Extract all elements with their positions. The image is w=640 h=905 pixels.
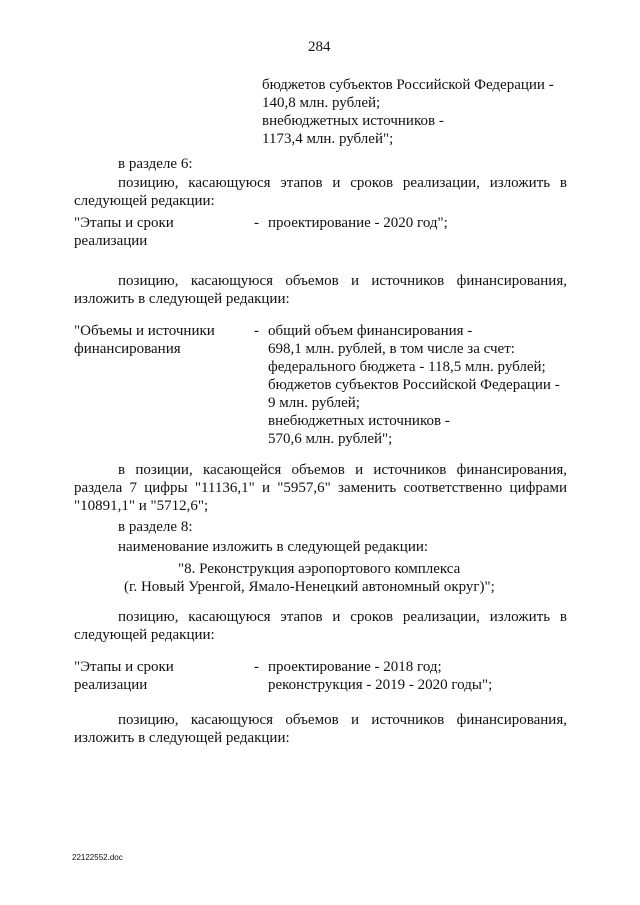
section8-name-intro: наименование изложить в следующей редакции: — [118, 539, 429, 555]
section8-para1-line1: позицию, касающуюся этапов и сроков реализации, изложить в — [118, 609, 567, 625]
section8-heading: в разделе 8: — [118, 519, 193, 535]
section8-stages-label-2: реализации — [74, 677, 148, 693]
file-name-footer: 22122552.doc — [72, 853, 123, 862]
section6-para1-line2: следующей редакции: — [74, 193, 215, 209]
section8-title-line1: "8. Реконструкция аэропортового комплекса — [178, 561, 461, 577]
section6-para1-line1: позицию, касающуюся этапов и сроков реализации, изложить в — [118, 175, 567, 191]
section6-para3-line1: в позиции, касающейся объемов и источников финансирования, — [118, 462, 567, 478]
section6-volumes-dash: - — [254, 323, 259, 339]
section6-stages-value-1: проектирование - 2020 год"; — [268, 215, 448, 231]
section6-para3-line3: "10891,1" и "5712,6"; — [74, 498, 209, 514]
section8-stages-dash: - — [254, 659, 259, 675]
section8-para2-line1: позицию, касающуюся объемов и источников финансирования, — [118, 712, 567, 728]
block1-line-2: 140,8 млн. рублей; — [262, 95, 381, 111]
section8-title-line2: (г. Новый Уренгой, Ямало-Ненецкий автономный округ)"; — [124, 579, 495, 595]
section6-volumes-value-5: 9 млн. рублей; — [268, 395, 360, 411]
section6-stages-label-1: "Этапы и сроки — [74, 215, 174, 231]
section6-heading: в разделе 6: — [118, 156, 193, 172]
section6-volumes-label-1: "Объемы и источники — [74, 323, 215, 339]
block1-line-4: 1173,4 млн. рублей"; — [262, 131, 394, 147]
section6-stages-label-2: реализации — [74, 233, 148, 249]
section6-para3-line2: раздела 7 цифры "11136,1" и "5957,6" заменить соответственно цифрами — [74, 480, 567, 496]
section6-volumes-value-2: 698,1 млн. рублей, в том числе за счет: — [268, 341, 515, 357]
page-number: 284 — [308, 39, 331, 55]
section6-volumes-value-7: 570,6 млн. рублей"; — [268, 431, 393, 447]
section6-para2-line2: изложить в следующей редакции: — [74, 291, 290, 307]
section6-volumes-value-4: бюджетов субъектов Российской Федерации - — [268, 377, 560, 393]
section8-stages-value-2: реконструкция - 2019 - 2020 годы"; — [268, 677, 493, 693]
section8-para1-line2: следующей редакции: — [74, 627, 215, 643]
section8-para2-line2: изложить в следующей редакции: — [74, 730, 290, 746]
block1-line-1: бюджетов субъектов Российской Федерации - — [262, 77, 554, 93]
section8-stages-label-1: "Этапы и сроки — [74, 659, 174, 675]
section6-volumes-label-2: финансирования — [74, 341, 181, 357]
block1-line-3: внебюджетных источников - — [262, 113, 444, 129]
section6-volumes-value-3: федерального бюджета - 118,5 млн. рублей; — [268, 359, 546, 375]
section6-para2-line1: позицию, касающуюся объемов и источников финансирования, — [118, 273, 567, 289]
section6-volumes-value-1: общий объем финансирования - — [268, 323, 473, 339]
section6-stages-dash: - — [254, 215, 259, 231]
section8-stages-value-1: проектирование - 2018 год; — [268, 659, 442, 675]
section6-volumes-value-6: внебюджетных источников - — [268, 413, 450, 429]
